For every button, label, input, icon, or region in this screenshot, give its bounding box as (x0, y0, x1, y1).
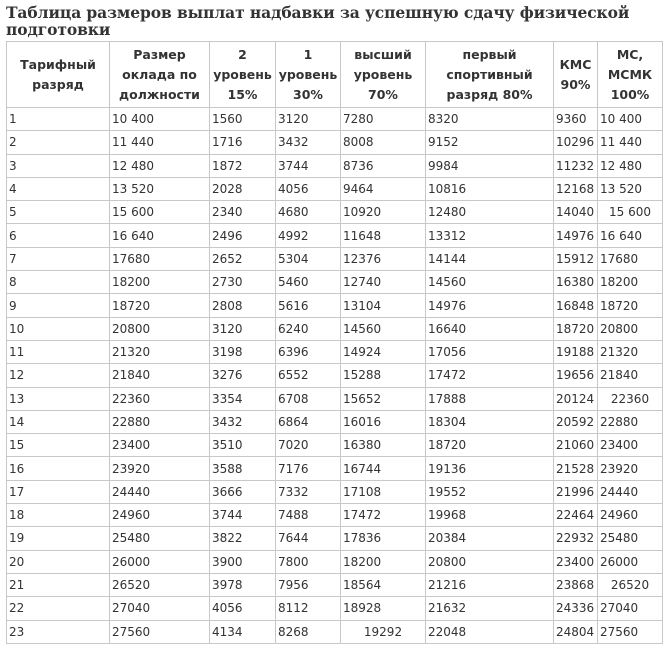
table-row (7, 597, 663, 620)
table-cell: 13 520 (110, 177, 210, 200)
table-cell: 2730 (210, 271, 276, 294)
table-cell: 11 440 (110, 131, 210, 154)
table-cell: 6 (7, 224, 110, 247)
table-cell: 24804 (554, 620, 598, 643)
table-cell: 14040 (554, 201, 598, 224)
table-cell: 19136 (426, 457, 554, 480)
table-cell: 14144 (426, 247, 554, 270)
table-cell: 21 (7, 573, 110, 596)
table-cell: 20124 (554, 387, 598, 410)
table-cell: 21996 (554, 480, 598, 503)
table-cell: 20384 (426, 527, 554, 550)
table-cell: 3 (7, 154, 110, 177)
table-cell: 3510 (210, 434, 276, 457)
table-row (7, 620, 663, 643)
table-cell: 23400 (110, 434, 210, 457)
table-cell: 19 (7, 527, 110, 550)
table-cell: 21840 (110, 364, 210, 387)
table-cell: 17836 (341, 527, 426, 550)
table-cell: 2340 (210, 201, 276, 224)
table-cell: 13104 (341, 294, 426, 317)
header-row (7, 42, 663, 108)
table-cell: 22048 (426, 620, 554, 643)
table-cell: 20 (7, 550, 110, 573)
table-cell: 19968 (426, 504, 554, 527)
table-cell: 4680 (276, 201, 341, 224)
table-cell: 18304 (426, 410, 554, 433)
table-cell: 22464 (554, 504, 598, 527)
table-cell: 13 520 (598, 177, 663, 200)
table-cell: 20592 (554, 410, 598, 433)
table-cell: 8736 (341, 154, 426, 177)
page-title: Таблица размеров выплат надбавки за успешную сдачу физической подготовки (6, 3, 630, 39)
table-cell: 14976 (554, 224, 598, 247)
table-cell: 17888 (426, 387, 554, 410)
table-cell: 24336 (554, 597, 598, 620)
table-row (7, 434, 663, 457)
table-cell: 16380 (554, 271, 598, 294)
table-cell: 5304 (276, 247, 341, 270)
column-header: Тарифный разряд (7, 42, 110, 108)
column-header: 1 уровень 30% (276, 42, 341, 108)
table-cell: 9984 (426, 154, 554, 177)
table-cell: 9464 (341, 177, 426, 200)
table-cell: 25480 (110, 527, 210, 550)
table-cell: 23920 (598, 457, 663, 480)
table-cell: 1872 (210, 154, 276, 177)
table-cell: 4 (7, 177, 110, 200)
table-cell: 23400 (598, 434, 663, 457)
table-cell: 17472 (341, 504, 426, 527)
table-cell: 2808 (210, 294, 276, 317)
table-row (7, 364, 663, 387)
table-cell: 23 (7, 620, 110, 643)
table-cell: 8008 (341, 131, 426, 154)
table-cell: 7280 (341, 108, 426, 131)
table-cell: 26000 (598, 550, 663, 573)
table-cell: 13 (7, 387, 110, 410)
column-header: высший уровень 70% (341, 42, 426, 108)
table-cell: 3666 (210, 480, 276, 503)
table-cell: 22360 (110, 387, 210, 410)
table-cell: 17 (7, 480, 110, 503)
table-cell: 27560 (110, 620, 210, 643)
table-cell: 9152 (426, 131, 554, 154)
table-cell: 20800 (426, 550, 554, 573)
table-cell: 23400 (554, 550, 598, 573)
table-cell: 19188 (554, 340, 598, 363)
table-cell: 2496 (210, 224, 276, 247)
table-row (7, 271, 663, 294)
table-row (7, 201, 663, 224)
table-cell: 7 (7, 247, 110, 270)
table-row (7, 504, 663, 527)
table-cell: 3978 (210, 573, 276, 596)
table-cell: 3198 (210, 340, 276, 363)
table-cell: 21216 (426, 573, 554, 596)
table-cell: 2652 (210, 247, 276, 270)
table-cell: 16 640 (598, 224, 663, 247)
table-cell: 10816 (426, 177, 554, 200)
table-cell: 18564 (341, 573, 426, 596)
column-header: МС, МСМК 100% (598, 42, 663, 108)
table-cell: 20800 (110, 317, 210, 340)
table-cell: 18200 (598, 271, 663, 294)
table-row (7, 457, 663, 480)
table-cell: 7956 (276, 573, 341, 596)
table-cell: 26520 (598, 573, 663, 596)
table-cell: 18720 (110, 294, 210, 317)
table-cell: 15 600 (598, 201, 663, 224)
table-cell: 14 (7, 410, 110, 433)
table-row (7, 410, 663, 433)
column-header: первый спортивный разряд 80% (426, 42, 554, 108)
table-cell: 16 (7, 457, 110, 480)
table-cell: 10 400 (110, 108, 210, 131)
table-cell: 15 (7, 434, 110, 457)
table-cell: 20800 (598, 317, 663, 340)
table-cell: 21320 (110, 340, 210, 363)
table-cell: 23868 (554, 573, 598, 596)
table-cell: 1716 (210, 131, 276, 154)
table-cell: 17108 (341, 480, 426, 503)
table-cell: 16640 (426, 317, 554, 340)
table-cell: 16744 (341, 457, 426, 480)
table-cell: 18720 (554, 317, 598, 340)
table-cell: 12740 (341, 271, 426, 294)
table-cell: 23920 (110, 457, 210, 480)
table-cell: 3900 (210, 550, 276, 573)
table-cell: 12376 (341, 247, 426, 270)
column-header: Размер оклада по должности (110, 42, 210, 108)
table-cell: 8 (7, 271, 110, 294)
table-cell: 3744 (210, 504, 276, 527)
table-cell: 21060 (554, 434, 598, 457)
table-cell: 1560 (210, 108, 276, 131)
table-cell: 3822 (210, 527, 276, 550)
table-row (7, 131, 663, 154)
table-cell: 11648 (341, 224, 426, 247)
table-cell: 24960 (110, 504, 210, 527)
table-cell: 16848 (554, 294, 598, 317)
table-cell: 13312 (426, 224, 554, 247)
table-cell: 21528 (554, 457, 598, 480)
table-row (7, 527, 663, 550)
table-cell: 7644 (276, 527, 341, 550)
table-cell: 11232 (554, 154, 598, 177)
table-cell: 21320 (598, 340, 663, 363)
table-cell: 3354 (210, 387, 276, 410)
table-row (7, 387, 663, 410)
table-cell: 25480 (598, 527, 663, 550)
table-cell: 7020 (276, 434, 341, 457)
table-cell: 5 (7, 201, 110, 224)
table-cell: 1 (7, 108, 110, 131)
table-row (7, 340, 663, 363)
table-cell: 15652 (341, 387, 426, 410)
table-cell: 21632 (426, 597, 554, 620)
table-row (7, 317, 663, 340)
table-cell: 12 480 (110, 154, 210, 177)
table-cell: 2028 (210, 177, 276, 200)
table-cell: 3744 (276, 154, 341, 177)
table-row (7, 573, 663, 596)
table-cell: 15 600 (110, 201, 210, 224)
table-cell: 4056 (210, 597, 276, 620)
table-cell: 22880 (598, 410, 663, 433)
table-cell: 3432 (210, 410, 276, 433)
table-cell: 26000 (110, 550, 210, 573)
table-cell: 27040 (598, 597, 663, 620)
table-cell: 10 400 (598, 108, 663, 131)
table-cell: 7800 (276, 550, 341, 573)
table-cell: 15912 (554, 247, 598, 270)
table-cell: 7332 (276, 480, 341, 503)
table-cell: 4056 (276, 177, 341, 200)
table-row (7, 154, 663, 177)
table-cell: 16016 (341, 410, 426, 433)
table-cell: 18720 (598, 294, 663, 317)
table-cell: 16 640 (110, 224, 210, 247)
table-cell: 3120 (210, 317, 276, 340)
table-cell: 10296 (554, 131, 598, 154)
table-cell: 2 (7, 131, 110, 154)
table-cell: 14560 (426, 271, 554, 294)
table-cell: 24960 (598, 504, 663, 527)
table-cell: 15288 (341, 364, 426, 387)
table-header (7, 42, 663, 108)
table-cell: 6240 (276, 317, 341, 340)
table-cell: 3588 (210, 457, 276, 480)
table-cell: 11 440 (598, 131, 663, 154)
table-cell: 3276 (210, 364, 276, 387)
table-cell: 8112 (276, 597, 341, 620)
table-cell: 11 (7, 340, 110, 363)
column-header: КМС 90% (554, 42, 598, 108)
table-row (7, 108, 663, 131)
table-cell: 12 (7, 364, 110, 387)
table-cell: 8320 (426, 108, 554, 131)
table-cell: 19552 (426, 480, 554, 503)
table-row (7, 480, 663, 503)
table-cell: 24440 (110, 480, 210, 503)
column-header: 2 уровень 15% (210, 42, 276, 108)
table-cell: 17472 (426, 364, 554, 387)
table-cell: 14924 (341, 340, 426, 363)
table-cell: 17056 (426, 340, 554, 363)
table-cell: 18200 (341, 550, 426, 573)
table-cell: 22880 (110, 410, 210, 433)
table-cell: 10 (7, 317, 110, 340)
table-cell: 12 480 (598, 154, 663, 177)
table-cell: 18 (7, 504, 110, 527)
table-cell: 3120 (276, 108, 341, 131)
table-row (7, 294, 663, 317)
table-cell: 6552 (276, 364, 341, 387)
table-cell: 14976 (426, 294, 554, 317)
table-cell: 24440 (598, 480, 663, 503)
table-cell: 12480 (426, 201, 554, 224)
table-body (7, 108, 663, 644)
table-cell: 4992 (276, 224, 341, 247)
table-row (7, 224, 663, 247)
table-cell: 7488 (276, 504, 341, 527)
payments-table (6, 41, 663, 644)
table-cell: 14560 (341, 317, 426, 340)
table-cell: 9 (7, 294, 110, 317)
table-cell: 27560 (598, 620, 663, 643)
table-cell: 22 (7, 597, 110, 620)
table-cell: 27040 (110, 597, 210, 620)
table-cell: 3432 (276, 131, 341, 154)
table-cell: 17680 (598, 247, 663, 270)
table-cell: 12168 (554, 177, 598, 200)
table-cell: 19292 (341, 620, 426, 643)
table-cell: 22932 (554, 527, 598, 550)
table-cell: 9360 (554, 108, 598, 131)
table-cell: 17680 (110, 247, 210, 270)
table-cell: 6708 (276, 387, 341, 410)
table-cell: 26520 (110, 573, 210, 596)
table-cell: 7176 (276, 457, 341, 480)
table-cell: 5616 (276, 294, 341, 317)
table-cell: 6396 (276, 340, 341, 363)
table-cell: 18928 (341, 597, 426, 620)
table-row (7, 550, 663, 573)
table-cell: 18720 (426, 434, 554, 457)
table-cell: 6864 (276, 410, 341, 433)
table-cell: 16380 (341, 434, 426, 457)
table-row (7, 177, 663, 200)
table-cell: 22360 (598, 387, 663, 410)
table-cell: 4134 (210, 620, 276, 643)
table-cell: 21840 (598, 364, 663, 387)
table-cell: 8268 (276, 620, 341, 643)
table-cell: 5460 (276, 271, 341, 294)
table-cell: 10920 (341, 201, 426, 224)
table-row (7, 247, 663, 270)
table-cell: 18200 (110, 271, 210, 294)
table-cell: 19656 (554, 364, 598, 387)
